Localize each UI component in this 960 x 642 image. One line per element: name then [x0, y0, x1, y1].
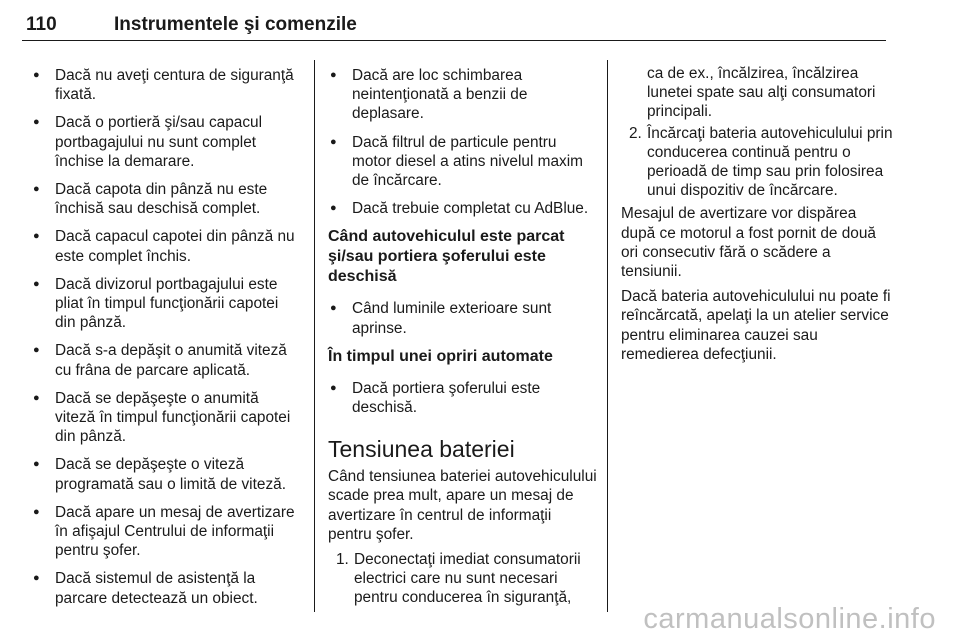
column-divider [607, 60, 608, 612]
parked-conditions-list [328, 299, 598, 337]
list-item: ● Dacă filtrul de particule pentru motor diesel a atins nivelul maxim de încărcare. [328, 133, 598, 191]
steps-list [328, 550, 598, 608]
paragraph: Mesajul de avertizare vor dispărea după ce motorul a fost pornit de două ori consecutiv fără o scădere a tensiunii. [621, 205, 876, 281]
page-title: Instrumentele şi comenzile [114, 14, 357, 35]
section-title: Tensiunea bateriei [328, 436, 515, 463]
page-header [22, 8, 886, 41]
subheading-parked: Când autovehiculul este parcat şi/sau portiera şoferului este deschisă [328, 228, 565, 286]
list-item: ● Dacă divizorul portbagajului este pliat în timpul funcţionării capotei din pânză. [31, 275, 301, 333]
column-2 [328, 66, 598, 610]
step-number: 1. [336, 551, 349, 569]
list-item: ● Dacă sistemul de asistenţă la parcare detectează un obiect. [31, 569, 301, 607]
list-item-continuation [621, 64, 893, 122]
list-item: ● Dacă portiera şoferului este deschisă. [328, 379, 598, 417]
list-item: ● Dacă apare un mesaj de avertizare în afişajul Centrului de informaţii pentru şofer. [31, 503, 301, 561]
warning-conditions-list [328, 66, 598, 218]
step-number: 2. [629, 124, 642, 142]
list-item: ● Dacă s-a depăşit o anumită viteză cu frâna de parcare aplicată. [31, 341, 301, 379]
watermark: carmanualsonline.info [643, 603, 936, 635]
list-item [621, 124, 893, 201]
list-item: ● Dacă capacul capotei din pânză nu este complet închis. [31, 227, 301, 265]
list-item: ● Dacă are loc schimbarea neintenţionată a benzii de deplasare. [328, 66, 598, 124]
step-text: Deconectaţi imediat consumatorii electrici care nu sunt necesari pentru conducerea în siguranţă, [354, 551, 581, 607]
list-item: ● Dacă nu aveţi centura de siguranţă fixată. [31, 66, 301, 104]
list-item: ● Dacă trebuie completat cu AdBlue. [328, 199, 598, 218]
warning-conditions-list [31, 66, 301, 608]
paragraph: Când tensiunea bateriei autovehiculului scade prea mult, apare un mesaj de avertizare în centrul de informaţii pentru şofer. [328, 468, 597, 543]
list-item: ● Dacă se depăşeşte o viteză programată sau o limită de viteză. [31, 455, 301, 493]
steps-list [621, 64, 893, 200]
step-text: ca de ex., încălzirea, încălzirea lunetei spate sau alţi consumatori principali. [647, 65, 876, 121]
subheading-autostop: În timpul unei opriri automate [328, 347, 553, 365]
autostop-conditions-list [328, 379, 598, 417]
step-text: Încărcaţi bateria autovehiculului prin conducerea continuă pentru o perioadă de timp sau prin folosirea unui dispozitiv de încărcare. [647, 124, 893, 200]
list-item [328, 550, 598, 608]
column-divider [314, 60, 315, 612]
page-number: 110 [26, 14, 57, 35]
column-3 [621, 64, 893, 370]
column-1 [31, 66, 301, 617]
list-item: ● Când luminile exterioare sunt aprinse. [328, 299, 598, 337]
list-item: ● Dacă se depăşeşte o anumită viteză în timpul funcţionării capotei din pânză. [31, 389, 301, 447]
paragraph: Dacă bateria autovehiculului nu poate fi reîncărcată, apelaţi la un atelier service pentru eliminarea cauzei sau remedierea defecţiunii. [621, 288, 891, 363]
list-item: ● Dacă capota din pânză nu este închisă sau deschisă complet. [31, 180, 301, 218]
list-item: ● Dacă o portieră şi/sau capacul portbagajului nu sunt complet închise la demarare. [31, 113, 301, 171]
